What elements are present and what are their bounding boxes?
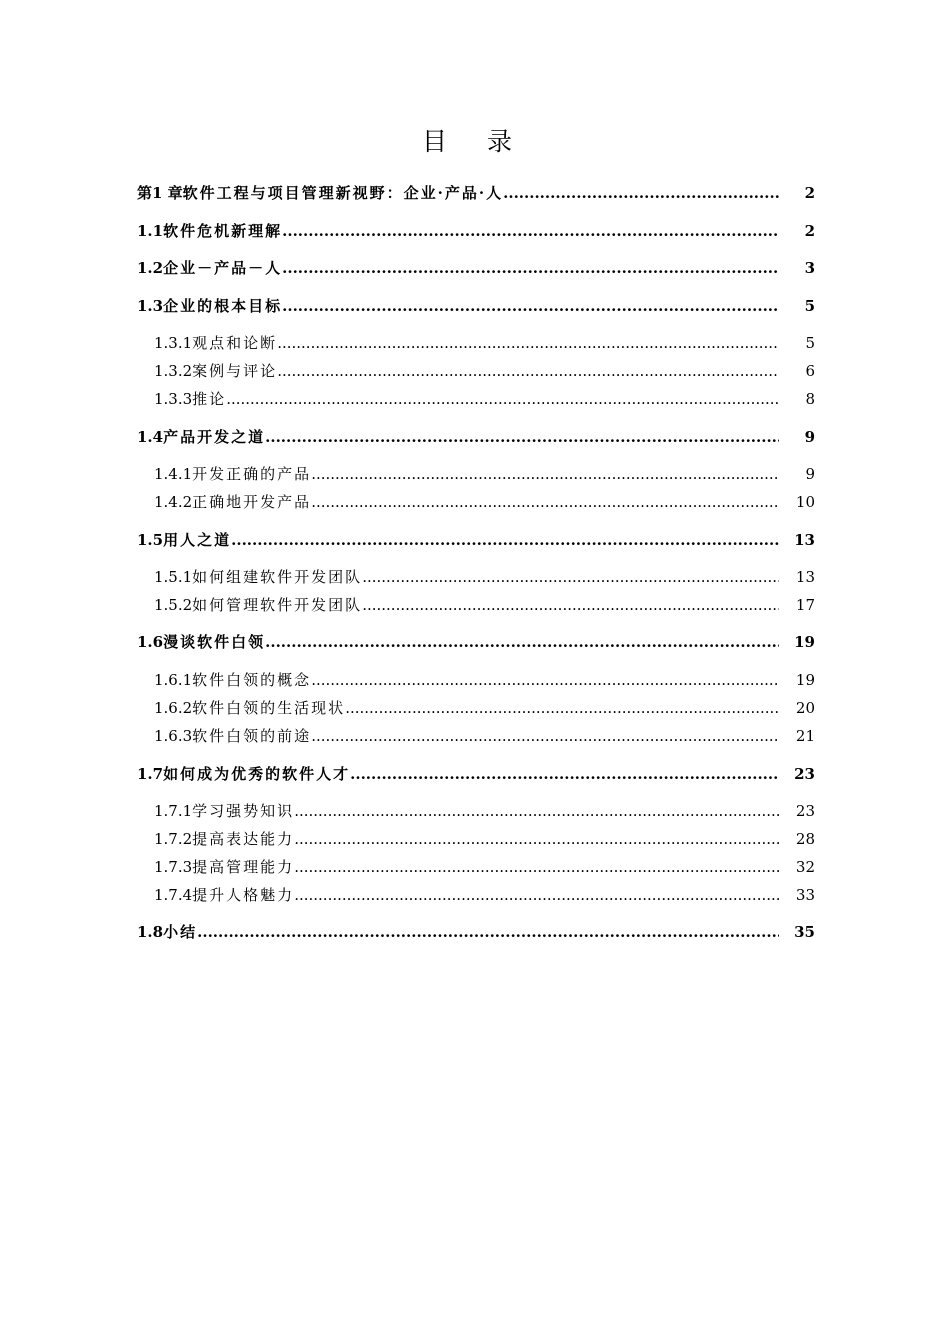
toc-entry-label: 案例与评论 <box>192 362 278 380</box>
toc-entry-number: 1.8 <box>137 923 164 941</box>
toc-entry-label: 如何成为优秀的软件人才 <box>163 765 351 783</box>
toc-entry-label: 软件工程与项目管理新视野：企业·产品·人 <box>182 184 504 202</box>
toc-entry-label: 提升人格魅力 <box>192 886 295 904</box>
toc-entry-page: 2 <box>804 222 815 240</box>
toc-leader-dots <box>265 425 779 449</box>
toc-entry-page: 6 <box>805 362 815 380</box>
toc-entry-label: 用人之道 <box>163 531 232 549</box>
toc-title: 目 录 <box>422 127 528 156</box>
toc-entry-label: 软件危机新理解 <box>163 222 283 240</box>
toc-entry-page: 19 <box>794 633 815 651</box>
toc-leader-dots <box>282 256 779 280</box>
toc-entry[interactable] <box>137 425 815 449</box>
toc-entry-number: 1.6.3 <box>154 727 193 745</box>
toc-leader-dots <box>294 799 779 823</box>
toc-entry-page: 28 <box>795 830 815 848</box>
toc-entry-number: 1.4.1 <box>154 465 193 483</box>
toc-entry-page: 23 <box>794 765 815 783</box>
toc-entry-number: 1.3.1 <box>154 334 193 352</box>
toc-entry-label: 如何管理软件开发团队 <box>192 596 363 614</box>
toc-entry-number: 1.5 <box>137 531 164 549</box>
toc-entry-label: 软件白领的概念 <box>192 671 312 689</box>
toc-entry-number: 1.4.2 <box>154 493 193 511</box>
toc-entry-number: 1.5.1 <box>154 568 193 586</box>
toc-entry[interactable] <box>137 593 815 617</box>
toc-entry-label: 观点和论断 <box>192 334 278 352</box>
toc-entry-page: 13 <box>795 568 815 586</box>
toc-entry-number: 1.7.1 <box>154 802 193 820</box>
toc-entry-number: 1.7.3 <box>154 858 193 876</box>
toc-entry-number: 1.3 <box>137 297 164 315</box>
toc-leader-dots <box>294 883 779 907</box>
toc-entry-label: 开发正确的产品 <box>192 465 312 483</box>
toc-leader-dots <box>311 668 779 692</box>
toc-entry-label: 产品开发之道 <box>163 428 266 446</box>
toc-entry-page: 17 <box>795 596 815 614</box>
toc-entry-number: 第1 章 <box>137 184 183 202</box>
toc-leader-dots <box>362 565 779 589</box>
toc-entry[interactable] <box>137 294 815 318</box>
toc-entry-number: 1.6 <box>137 633 164 651</box>
toc-entry-page: 23 <box>795 802 815 820</box>
toc-entry-number: 1.3.3 <box>154 390 193 408</box>
toc-leader-dots <box>362 593 779 617</box>
toc-entry-page: 20 <box>795 699 815 717</box>
toc-entry[interactable] <box>137 827 815 851</box>
toc-leader-dots <box>345 696 779 720</box>
toc-entry-label: 如何组建软件开发团队 <box>192 568 363 586</box>
toc-entry-page: 32 <box>795 858 815 876</box>
toc-leader-dots <box>277 359 779 383</box>
toc-entry-page: 5 <box>804 297 815 315</box>
toc-entry-page: 19 <box>795 671 815 689</box>
toc-leader-dots <box>265 630 779 654</box>
toc-entry-number: 1.7.2 <box>154 830 193 848</box>
toc-entry-label: 提高管理能力 <box>192 858 295 876</box>
toc-entry-label: 企业的根本目标 <box>163 297 283 315</box>
toc-entry-label: 正确地开发产品 <box>192 493 312 511</box>
toc-entry[interactable] <box>137 219 815 243</box>
toc-entry[interactable] <box>137 762 815 786</box>
toc-entry[interactable] <box>137 630 815 654</box>
toc-entry-number: 1.1 <box>137 222 164 240</box>
toc-entry-page: 9 <box>804 428 815 446</box>
toc-entry-number: 1.6.1 <box>154 671 193 689</box>
toc-entry[interactable] <box>137 256 815 280</box>
toc-leader-dots <box>311 462 779 486</box>
toc-entry-page: 13 <box>794 531 815 549</box>
toc-entry-page: 5 <box>805 334 815 352</box>
toc-entry-number: 1.6.2 <box>154 699 193 717</box>
toc-entry-label: 企业－产品－人 <box>163 259 283 277</box>
toc-entry-number: 1.7 <box>137 765 164 783</box>
toc-leader-dots <box>197 920 779 944</box>
toc-leader-dots <box>311 724 779 748</box>
toc-entry-page: 2 <box>804 184 815 202</box>
toc-entry[interactable] <box>137 855 815 879</box>
toc-entry-number: 1.5.2 <box>154 596 193 614</box>
toc-entry[interactable] <box>137 387 815 411</box>
toc-entry-page: 8 <box>805 390 815 408</box>
toc-entry-label: 小结 <box>163 923 198 941</box>
toc-entry-number: 1.2 <box>137 259 164 277</box>
toc-entry[interactable] <box>137 181 815 205</box>
toc-entry[interactable] <box>137 528 815 552</box>
toc-entry-number: 1.3.2 <box>154 362 193 380</box>
toc-entry[interactable] <box>137 696 815 720</box>
toc-entry[interactable] <box>137 920 815 944</box>
toc-entry-label: 学习强势知识 <box>192 802 295 820</box>
toc-leader-dots <box>503 181 779 205</box>
toc-entry[interactable] <box>137 359 815 383</box>
toc-entry-number: 1.7.4 <box>154 886 193 904</box>
toc-entry-page: 3 <box>804 259 815 277</box>
toc-entry-page: 10 <box>795 493 815 511</box>
toc-entry[interactable] <box>137 724 815 748</box>
toc-leader-dots <box>277 331 779 355</box>
toc-leader-dots <box>282 294 779 318</box>
toc-entry-label: 软件白领的生活现状 <box>192 699 346 717</box>
toc-entry-page: 9 <box>805 465 815 483</box>
toc-entry-label: 软件白领的前途 <box>192 727 312 745</box>
toc-entry[interactable] <box>137 490 815 514</box>
toc-entry-page: 35 <box>794 923 815 941</box>
toc-entry-page: 21 <box>795 727 815 745</box>
toc-entry[interactable] <box>137 331 815 355</box>
toc-entry-label: 提高表达能力 <box>192 830 295 848</box>
toc-entry[interactable] <box>137 883 815 907</box>
toc-entry-number: 1.4 <box>137 428 164 446</box>
toc-leader-dots <box>226 387 779 411</box>
toc-entry[interactable] <box>137 668 815 692</box>
toc-entry-page: 33 <box>795 886 815 904</box>
toc-leader-dots <box>231 528 779 552</box>
toc-entry[interactable] <box>137 799 815 823</box>
toc-leader-dots <box>350 762 779 786</box>
toc-leader-dots <box>294 855 779 879</box>
toc-leader-dots <box>294 827 779 851</box>
toc-entry[interactable] <box>137 565 815 589</box>
toc-leader-dots <box>311 490 779 514</box>
toc-leader-dots <box>282 219 779 243</box>
toc-entry[interactable] <box>137 462 815 486</box>
toc-entry-label: 漫谈软件白领 <box>163 633 266 651</box>
toc-entry-label: 推论 <box>192 390 227 408</box>
